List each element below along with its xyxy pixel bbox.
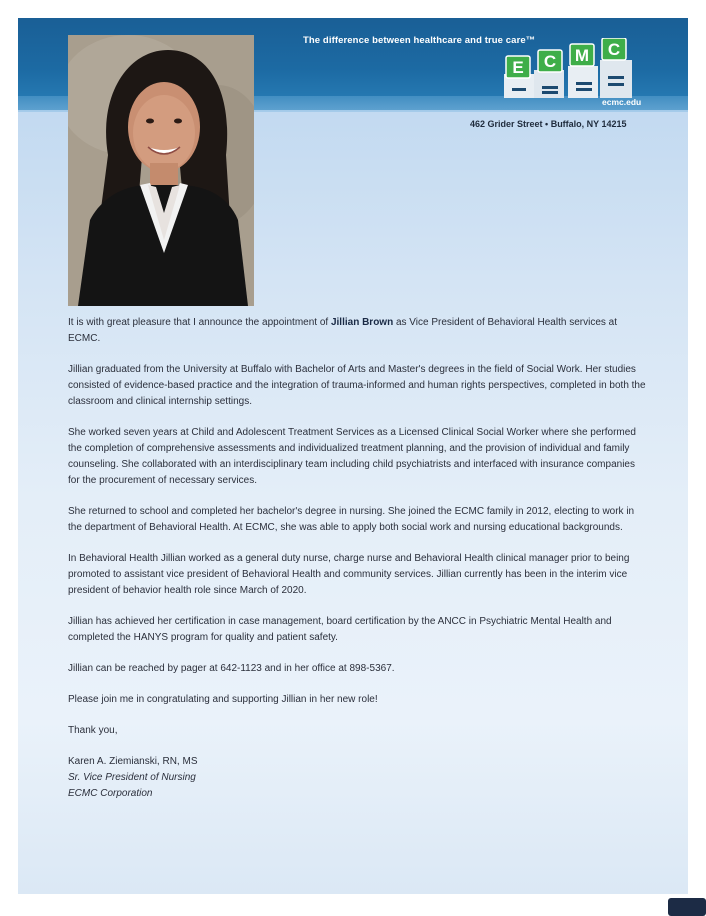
paragraph-education: Jillian graduated from the University at Buffalo with Bachelor of Arts and Master's degrees in the field of Social Work. Her studies consisted of evidence-based practice and the integration of trauma-informed and human rights perspectives, completed in both the classroom and clinical internship settings. — [68, 364, 646, 407]
paragraph-nursing: She returned to school and completed her bachelor's degree in nursing. She joined the ECMC family in 2012, electing to work in the department of Behavioral Health. At ECMC, she was able to apply both social work and nursing educational backgrounds. — [68, 506, 635, 533]
logo-url: ecmc.edu — [602, 97, 642, 107]
signature-block — [68, 754, 648, 802]
logo-letter-c1: C — [543, 52, 557, 71]
paragraph-experience: She worked seven years at Child and Adolescent Treatment Services as a Licensed Clinical Social Worker where she performed the completion of comprehensive assessments and individualized treatment planning, and the provision of individual and family counseling. She collaborated with an interdisciplinary team including child psychiatrists and interfaced with insurance companies for the procurement of necessary services. — [68, 427, 636, 486]
paragraph-appointment — [68, 315, 648, 347]
letterhead-address: 462 Grider Street • Buffalo, NY 14215 — [470, 119, 627, 129]
corner-badge-icon — [668, 898, 706, 916]
appointment-tail: as Vice President of Behavioral Health services at ECMC. — [68, 317, 618, 344]
portrait-illustration — [68, 35, 254, 306]
letter-page — [18, 18, 688, 894]
signer-title: Sr. Vice President of Nursing — [68, 772, 196, 783]
paragraph-certifications: Jillian has achieved her certification in case management, board certification by the ANCC in Psychiatric Mental Health and completed the HANYS program for quality and patient safety. — [68, 616, 612, 643]
appointee-name: Jillian Brown — [330, 317, 394, 328]
paragraph-congratulations: Please join me in congratulating and supporting Jillian in her new role! — [68, 694, 378, 705]
logo-letter-c2: C — [607, 40, 621, 59]
letter-body — [68, 315, 648, 802]
logo-letter-e: E — [512, 58, 524, 77]
paragraph-roles: In Behavioral Health Jillian worked as a general duty nurse, charge nurse and Behavioral Health clinical manager prior to being promoted to assistant vice president of Behavioral Health and community services. Jillian currently has been in the interim vice president of behavior health role since March of 2020. — [68, 553, 630, 596]
closing: Thank you, — [68, 725, 118, 736]
logo-letter-m: M — [574, 46, 590, 65]
signer-name: Karen A. Ziemianski, RN, MS — [68, 756, 198, 767]
ecmc-logo — [476, 38, 646, 100]
appointment-lead: It is with great pleasure that I announce the appointment of — [68, 317, 331, 328]
paragraph-contact: Jillian can be reached by pager at 642-1123 and in her office at 898-5367. — [68, 663, 395, 674]
signer-organization: ECMC Corporation — [68, 788, 153, 799]
portrait-photo — [68, 35, 254, 306]
letterhead-tagline: The difference between healthcare and true care™ — [303, 35, 536, 46]
